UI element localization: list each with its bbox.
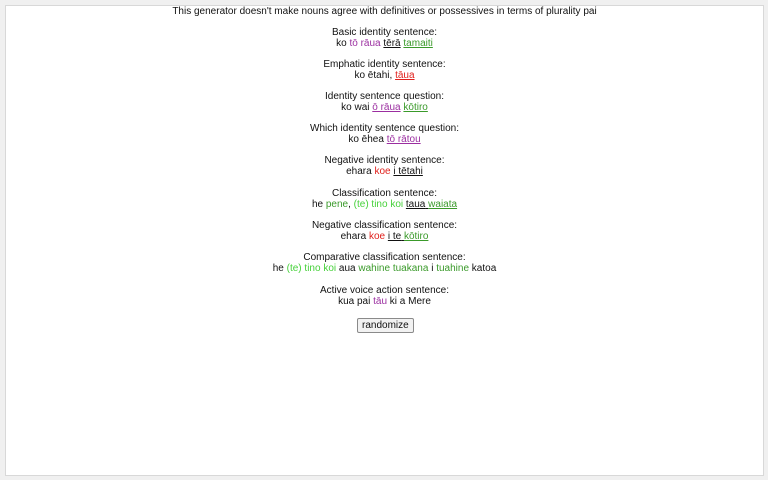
sentence-type-label: Emphatic identity sentence:: [323, 59, 446, 70]
sentence-type-label: Classification sentence:: [331, 188, 438, 199]
sentence-word: pene: [325, 199, 349, 210]
sentence-type-label: Identity sentence question:: [325, 91, 444, 102]
sentence-section: [6, 220, 763, 242]
generated-sentence: [6, 166, 763, 177]
sentence-word: koe: [368, 231, 386, 242]
sentence-section: [6, 91, 763, 113]
sentence-word: kōtiro: [403, 231, 429, 242]
sentence-word: kua pai: [338, 296, 374, 307]
sentence-word: ehara: [340, 231, 369, 242]
sentence-word: taua: [405, 199, 426, 210]
sentence-section: [6, 155, 763, 177]
sentence-word: tērā: [383, 38, 401, 49]
sentence-word: wahine tuakana: [358, 263, 429, 274]
sentence-word: i tētahi: [393, 166, 423, 177]
sentence-type-label: Negative classification sentence:: [311, 220, 458, 231]
sentence-word: ehara: [346, 166, 375, 177]
sentence-type-label: Negative identity sentence:: [324, 155, 445, 166]
sentence-word: katoa: [469, 263, 497, 274]
sentence-word: i: [428, 263, 437, 274]
sentence-word: he: [272, 263, 287, 274]
sentence-word: ki a Mere: [387, 296, 431, 307]
sentence-word: tuahine: [436, 263, 470, 274]
sentence-word: tāu: [373, 296, 388, 307]
sentence-section: [6, 285, 763, 307]
generated-sentence: [6, 70, 763, 81]
sentence-word: ō rāua: [372, 102, 401, 113]
sentence-word: aua: [336, 263, 359, 274]
sentence-type-label: Which identity sentence question:: [310, 123, 459, 134]
randomize-button[interactable]: randomize: [357, 318, 414, 333]
sentence-word: ko ētahi,: [354, 70, 396, 81]
sentence-word: (te) tino koi: [286, 263, 337, 274]
sentence-section: [6, 123, 763, 145]
sentence-word: ko ēhea: [348, 134, 387, 145]
sentence-word: (te) tino koi: [353, 199, 404, 210]
sentence-type-label: Basic identity sentence:: [331, 27, 438, 38]
sentence-type-label: Comparative classification sentence:: [303, 252, 466, 263]
generated-sentence: [6, 38, 763, 49]
sentence-word: i te: [387, 231, 402, 242]
sentence-word: kōtiro: [403, 102, 428, 113]
generated-sentence: [6, 199, 763, 210]
sentence-word: he: [311, 199, 326, 210]
sentence-word: ,: [348, 199, 354, 210]
generated-sentence: [6, 134, 763, 145]
generated-sentence: [6, 263, 763, 274]
sentence-word: ko wai: [341, 102, 373, 113]
sentence-section: [6, 188, 763, 210]
generated-sentence: [6, 231, 763, 242]
sentence-word: tō rātou: [386, 134, 421, 145]
sentence-word: tāua: [395, 70, 415, 81]
sentence-type-label: Active voice action sentence:: [320, 285, 449, 296]
sentence-word: ko: [336, 38, 350, 49]
generated-sentence: [6, 102, 763, 113]
sentence-section: [6, 27, 763, 49]
intro-text: This generator doesn't make nouns agree with definitives or possessives in terms of plurality pai: [172, 6, 597, 17]
sentence-word: koe: [374, 166, 391, 177]
sentence-word: waiata: [428, 199, 458, 210]
sentence-section: [6, 252, 763, 274]
generated-sentence: [6, 296, 763, 307]
page-frame: [5, 5, 764, 476]
sentence-word: tō rāua: [349, 38, 381, 49]
sentence-section: [6, 59, 763, 81]
sentence-word: tamaiti: [403, 38, 433, 49]
